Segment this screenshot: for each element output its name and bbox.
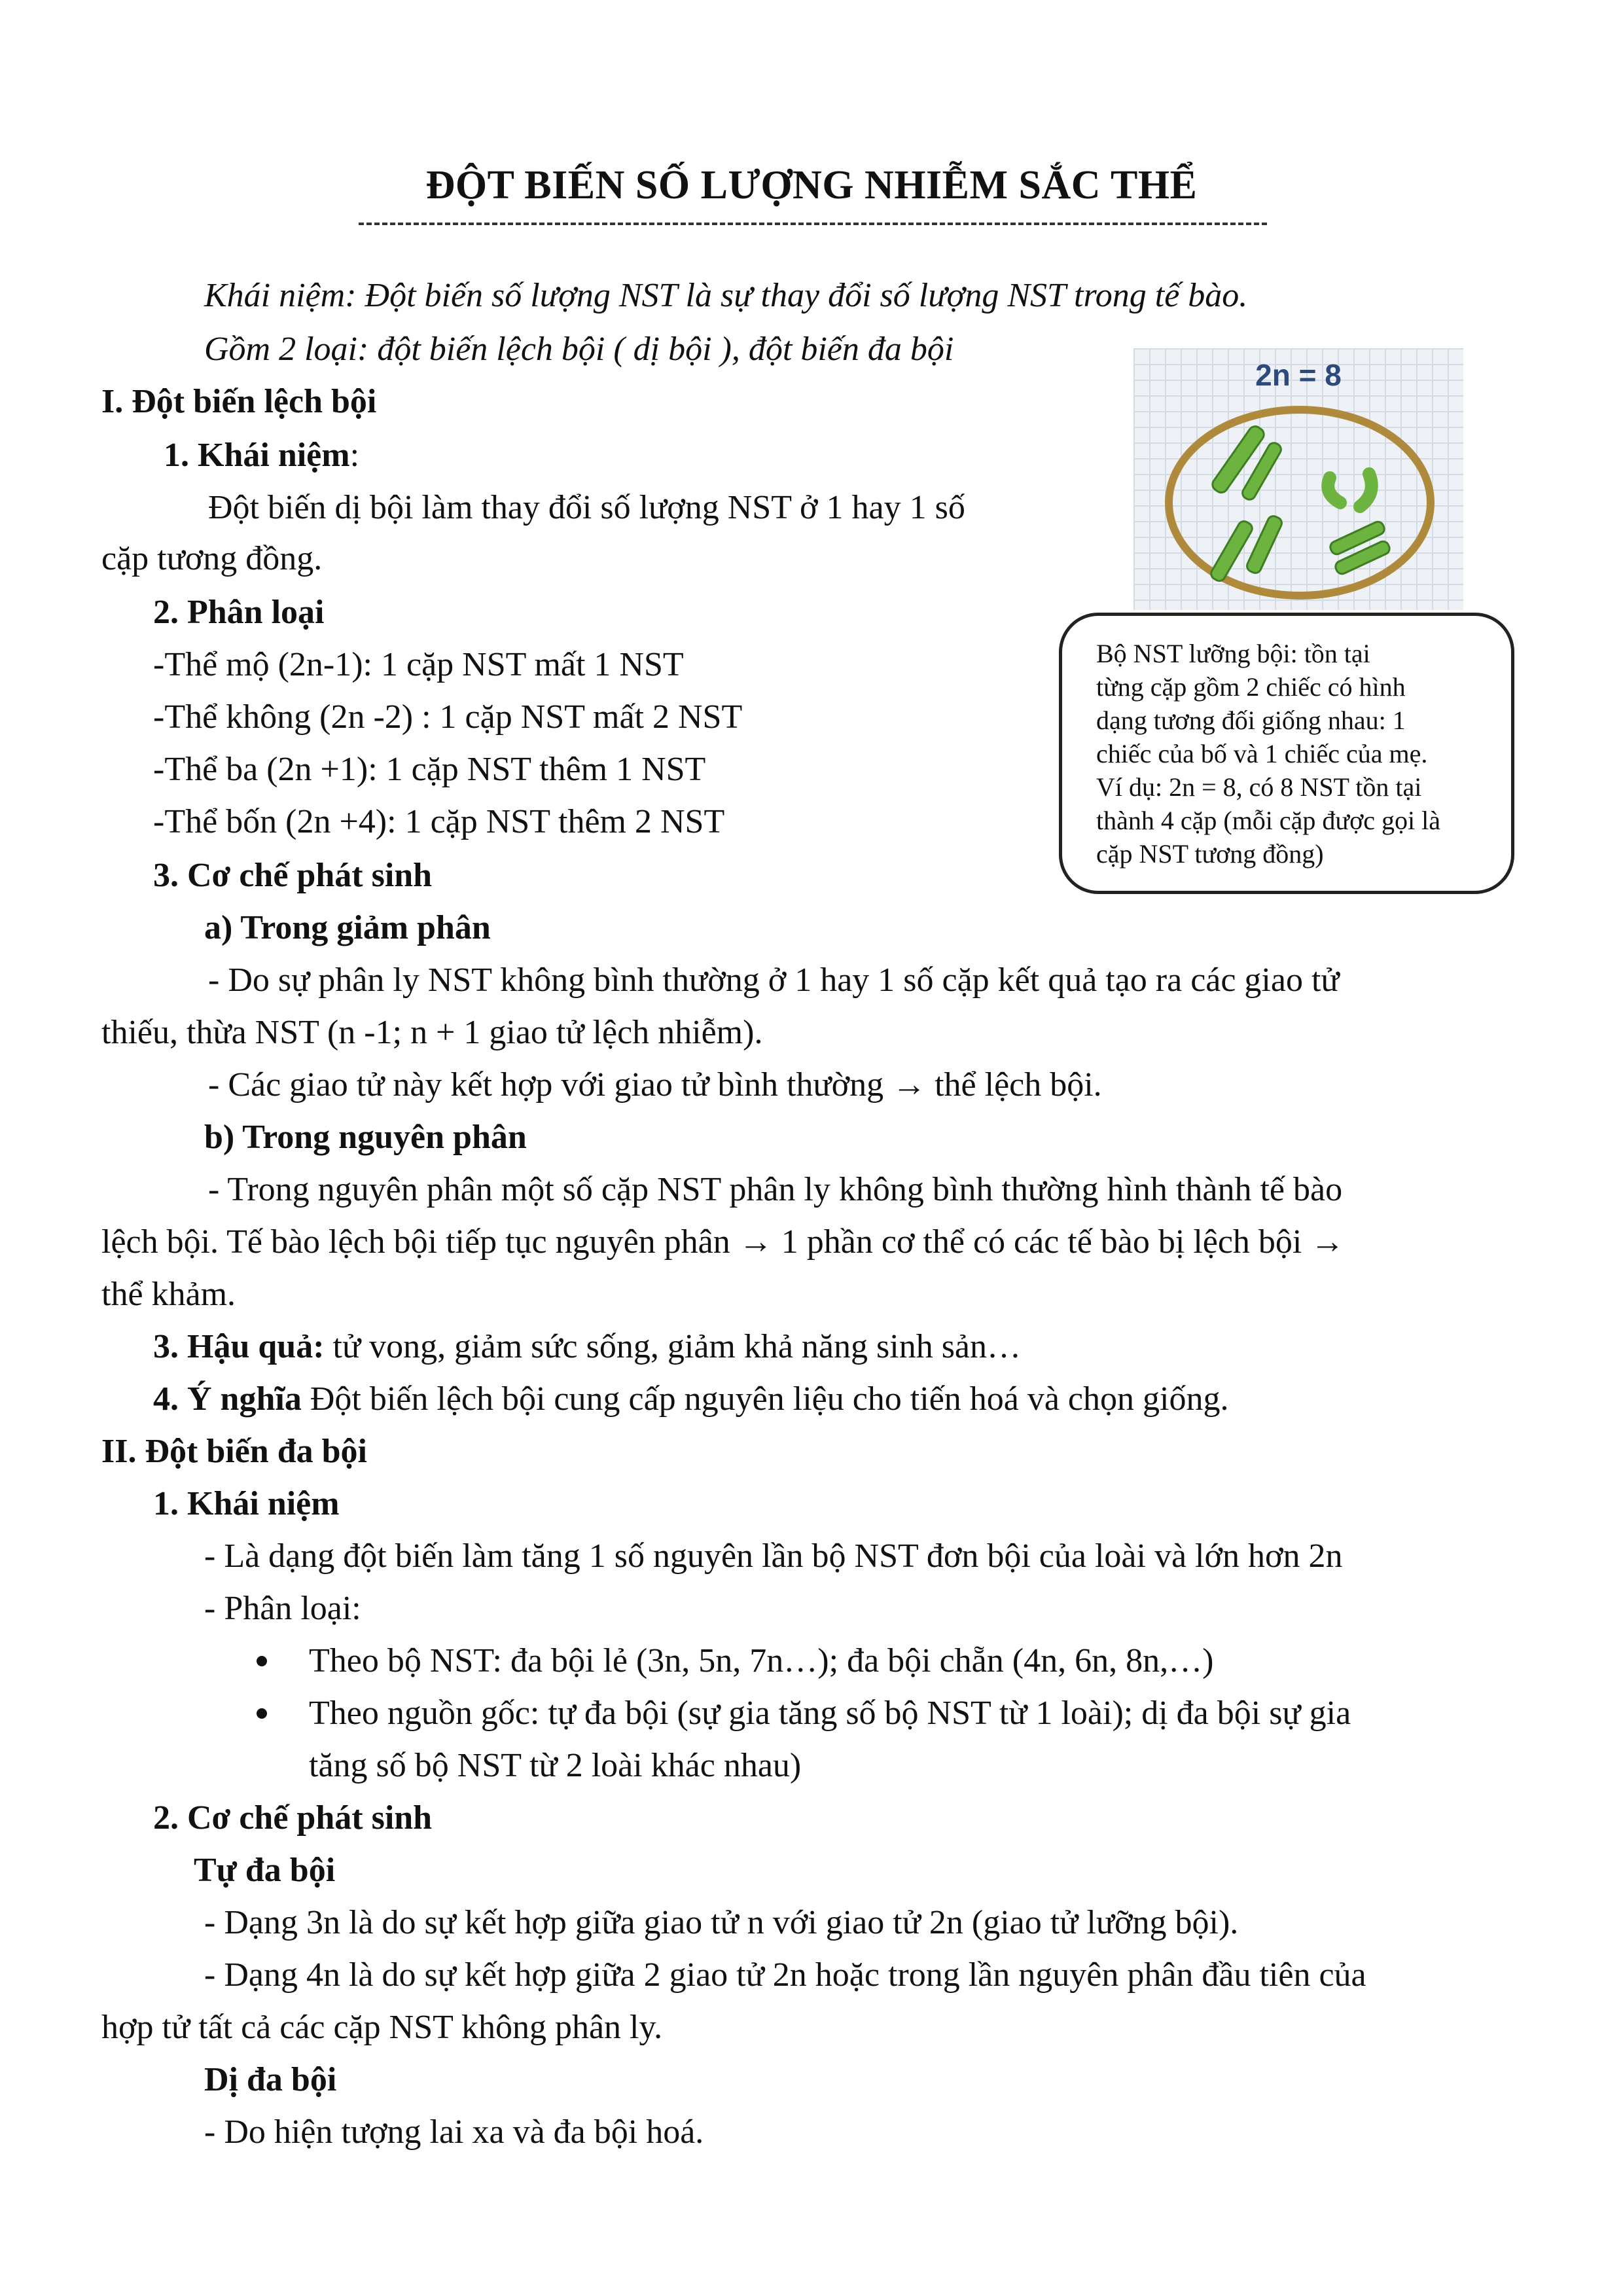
s1-mitosis-heading: b) Trong nguyên phân	[204, 1119, 527, 1156]
s2-concept-p2: - Phân loại:	[204, 1590, 361, 1627]
s1-concept-text: Đột biến dị bội làm thay đổi số lượng NST ở 1 hay 1 số	[208, 489, 965, 526]
section-1-heading: I. Đột biến lệch bội	[101, 383, 377, 420]
s2-bullet-2b: tăng số bộ NST từ 2 loài khác nhau)	[309, 1747, 802, 1784]
figure-label: 2n = 8	[1255, 358, 1342, 392]
s2-allo-p1: - Do hiện tượng lai xa và đa bội hoá.	[204, 2113, 704, 2151]
s1-concept-text-2: cặp tương đồng.	[101, 540, 323, 577]
note-text: Bộ NST lưỡng bội: tồn tại từng cặp gồm 2 chiếc có hình dạng tương đối giống nhau: 1 chiếc của bố và 1 chiếc của mẹ. Ví dụ: 2n = 8, có 8 NST tồn tại thành 4 cặp (mỗi cặp được gọi là cặp NST tương đồng)	[1096, 639, 1440, 869]
s1-meiosis-p1: - Do sự phân ly NST không bình thường ở 1 hay 1 số cặp kết quả tạo ra các giao tử	[208, 961, 1340, 999]
s2-auto-heading: Tự đa bội	[194, 1852, 336, 1889]
s1-type-item: -Thể mộ (2n-1): 1 cặp NST mất 1 NST	[153, 646, 684, 683]
intro-line-2: Gồm 2 loại: đột biến lệch bội ( dị bội ), đột biến đa bội	[204, 331, 954, 368]
bullet-icon	[257, 1708, 267, 1719]
title-underline	[359, 223, 1267, 225]
s2-concept-p1: - Là dạng đột biến làm tăng 1 số nguyên lần bộ NST đơn bội của loài và lớn hơn 2n	[204, 1537, 1343, 1575]
chromosome-curved	[1360, 474, 1372, 507]
s1-meaning-label: 4. Ý nghĩa	[153, 1380, 302, 1418]
s1-mitosis-p1c: thể khảm.	[101, 1276, 236, 1313]
s1-mitosis-p1b: lệch bội. Tế bào lệch bội tiếp tục nguyên phân → 1 phần cơ thể có các tế bào bị lệch bội →	[101, 1223, 1345, 1261]
s1-consequence-label: 3. Hậu quả:	[153, 1328, 325, 1365]
s1-types-heading: 2. Phân loại	[153, 594, 325, 631]
s1-concept-colon: :	[349, 437, 360, 474]
s2-auto-p1: - Dạng 3n là do sự kết hợp giữa giao tử n với giao tử 2n (giao tử lưỡng bội).	[204, 1904, 1239, 1941]
section-2-heading: II. Đột biến đa bội	[101, 1433, 367, 1470]
cell-diagram	[1133, 348, 1463, 610]
s2-bullet-1: Theo bộ NST: đa bội lẻ (3n, 5n, 7n…); đa bội chẵn (4n, 6n, 8n,…)	[309, 1642, 1214, 1679]
s1-type-item: -Thể không (2n -2) : 1 cặp NST mất 2 NST	[153, 698, 743, 736]
s1-concept-heading-row	[164, 435, 359, 476]
s2-allo-heading: Dị đa bội	[204, 2061, 337, 2098]
page-title: ĐỘT BIẾN SỐ LƯỢNG NHIỄM SẮC THỂ	[425, 163, 1198, 207]
cell-membrane	[1169, 410, 1431, 596]
note-box	[1059, 613, 1514, 894]
s1-concept-heading: 1. Khái niệm	[164, 437, 350, 474]
chromosome	[1209, 519, 1254, 583]
s1-mechanism-heading: 3. Cơ chế phát sinh	[153, 857, 433, 894]
s1-type-item: -Thể ba (2n +1): 1 cặp NST thêm 1 NST	[153, 751, 706, 788]
s1-meiosis-heading: a) Trong giảm phân	[204, 909, 491, 946]
s1-consequence-row	[153, 1326, 1021, 1368]
s2-mechanism-heading: 2. Cơ chế phát sinh	[153, 1799, 433, 1837]
s2-auto-p2b: hợp tử tất cả các cặp NST không phân ly.	[101, 2009, 663, 2046]
s1-meaning-row	[153, 1378, 1228, 1420]
s2-concept-heading: 1. Khái niệm	[153, 1485, 340, 1522]
s1-meiosis-p2: - Các giao tử này kết hợp với giao tử bình thường → thể lệch bội.	[208, 1066, 1102, 1103]
chromosome-curved	[1328, 478, 1340, 503]
s1-meaning-text: Đột biến lệch bội cung cấp nguyên liệu cho tiến hoá và chọn giống.	[301, 1380, 1229, 1418]
s2-bullet-2a: Theo nguồn gốc: tự đa bội (sự gia tăng số bộ NST từ 1 loài); dị đa bội sự gia	[309, 1695, 1351, 1732]
intro-line-1: Khái niệm: Đột biến số lượng NST là sự thay đổi số lượng NST trong tế bào.	[204, 277, 1248, 314]
chromosome	[1245, 514, 1284, 575]
s1-meiosis-p1b: thiếu, thừa NST (n -1; n + 1 giao tử lệch nhiễm).	[101, 1014, 763, 1051]
chromosome-figure	[1133, 348, 1463, 610]
s1-consequence-text: tử vong, giảm sức sống, giảm khả năng sinh sản…	[324, 1328, 1022, 1365]
s1-mitosis-p1: - Trong nguyên phân một số cặp NST phân ly không bình thường hình thành tế bào	[208, 1171, 1343, 1208]
s2-auto-p2: - Dạng 4n là do sự kết hợp giữa 2 giao tử 2n hoặc trong lần nguyên phân đầu tiên của	[204, 1956, 1366, 1994]
bullet-icon	[257, 1656, 267, 1666]
s1-type-item: -Thể bốn (2n +4): 1 cặp NST thêm 2 NST	[153, 803, 725, 840]
